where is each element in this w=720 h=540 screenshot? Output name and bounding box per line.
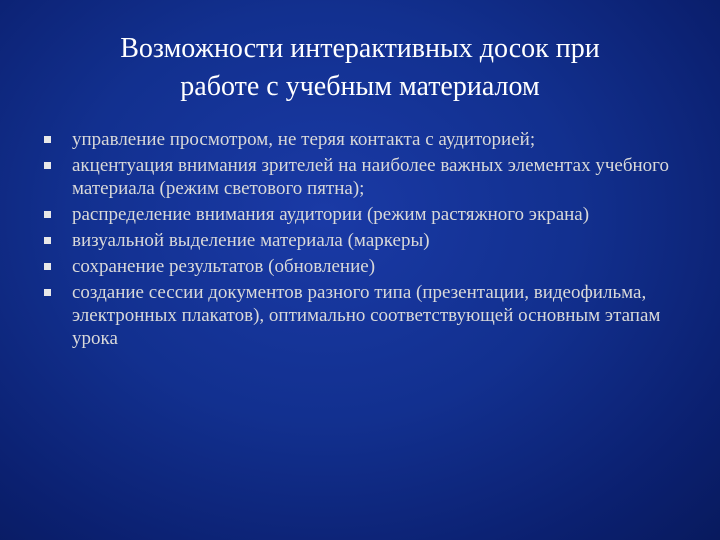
slide-title-line-1: Возможности интерактивных досок при <box>120 33 600 64</box>
bullet-text-5: сохранение результатов (обновление) <box>72 256 376 277</box>
bullet-item-2 <box>44 154 684 200</box>
bullet-item-3 <box>44 203 684 226</box>
bullet-text-4: визуальной выделение материала (маркеры) <box>72 230 430 251</box>
bullet-text-3: распределение внимания аудитории (режим растяжного экрана) <box>72 204 590 225</box>
bullet-list <box>44 128 684 353</box>
square-bullet-icon <box>44 263 51 270</box>
slide-title-line-2: работе с учебным материалом <box>180 71 540 102</box>
bullet-item-5 <box>44 255 684 278</box>
bullet-text-6: создание сессии документов разного типа (презентации, видеофильма, электронных плакатов), оптимально соответствующей основным этапам урока <box>72 282 661 349</box>
bullet-item-6 <box>44 281 684 350</box>
bullet-text-2: акцентуация внимания зрителей на наиболее важных элементах учебного материала (режим светового пятна); <box>72 155 670 199</box>
bullet-item-1 <box>44 128 684 151</box>
square-bullet-icon <box>44 237 51 244</box>
square-bullet-icon <box>44 289 51 296</box>
square-bullet-icon <box>44 162 51 169</box>
bullet-item-4 <box>44 229 684 252</box>
bullet-text-1: управление просмотром, не теряя контакта с аудиторией; <box>72 129 536 150</box>
square-bullet-icon <box>44 136 51 143</box>
square-bullet-icon <box>44 211 51 218</box>
slide-title <box>40 30 680 106</box>
